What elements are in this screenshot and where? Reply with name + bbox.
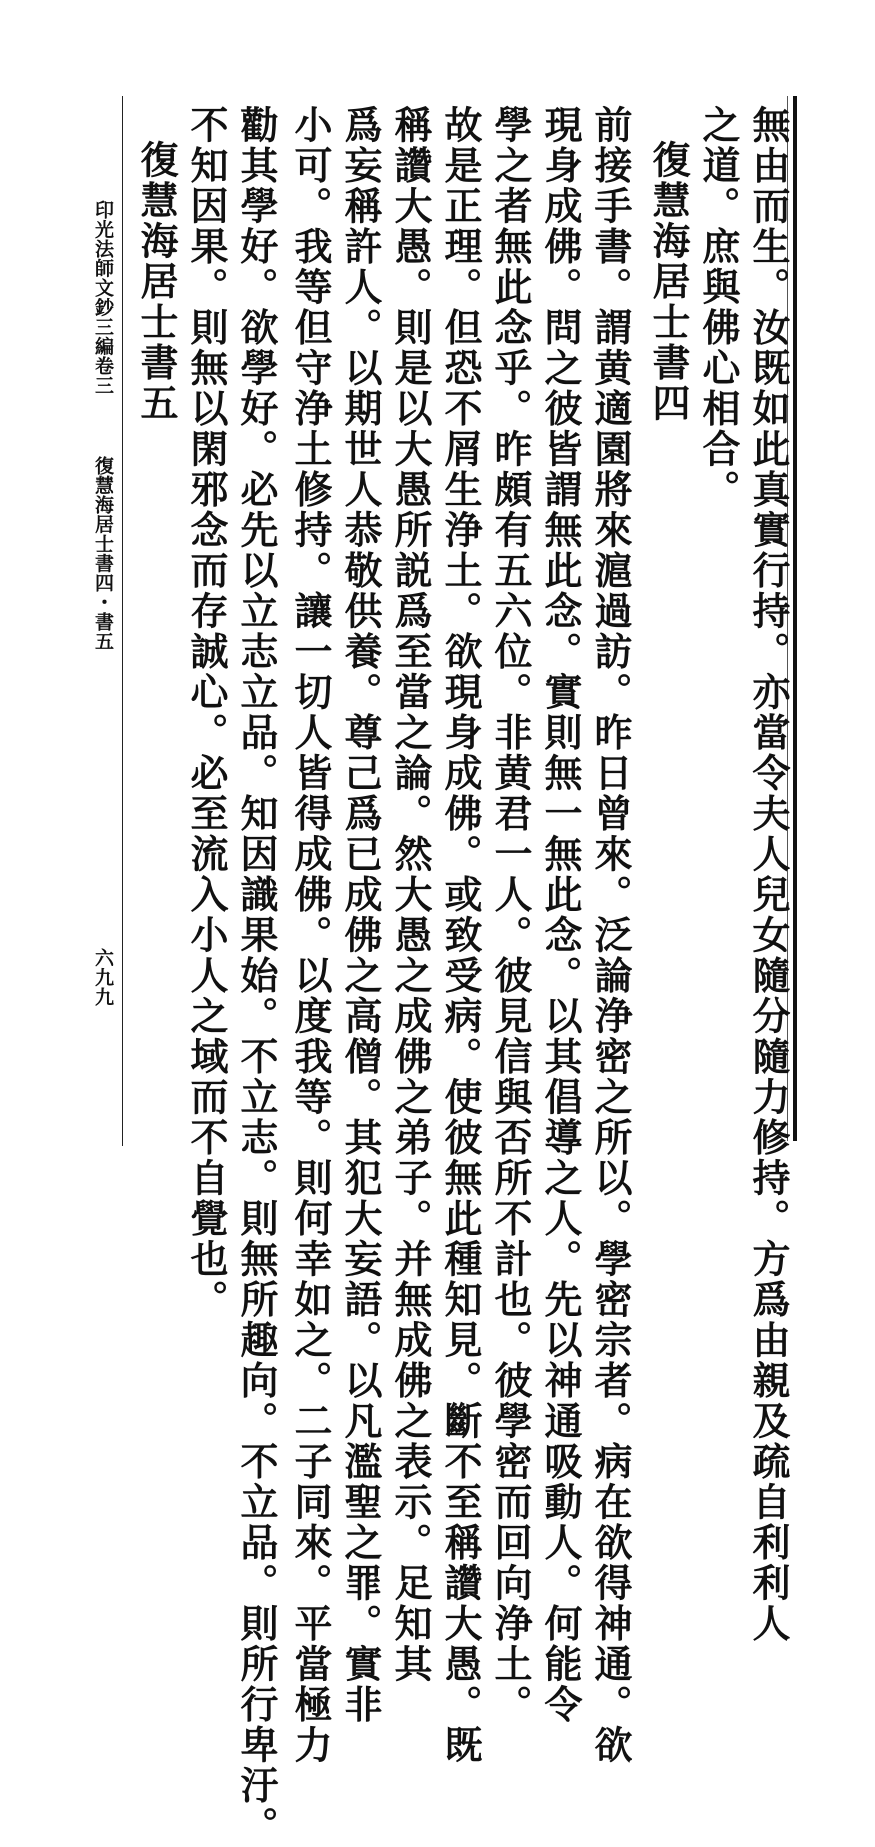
margin-section-title: 復慧海居士書四・書五 <box>92 456 114 651</box>
text-column-1: 無由而生。汝既如此真實行持。亦當令夫人兒女隨分隨力修持。方爲由親及疏自利利人 <box>746 105 791 1644</box>
margin-book-title: 印光法師文鈔三編卷三 <box>92 200 114 395</box>
text-column-9: 爲妄稱許人。以期世人恭敬供養。尊己爲已成佛之高僧。其犯大妄語。以凡濫聖之罪。實非 <box>338 105 383 1725</box>
text-column-12: 不知因果。則無以閑邪念而存誠心。必至流入小人之域而不自覺也。 <box>184 105 229 1320</box>
letter-title-4: 復慧海居士書四 <box>646 140 691 424</box>
left-margin-rule <box>122 96 123 1146</box>
right-border-rule <box>793 96 797 1141</box>
margin-page-number: 六九九 <box>92 948 114 1007</box>
text-column-10: 小可。我等但守浄土修持。讓一切人皆得成佛。以度我等。則何幸如之。二子同來。平當極力 <box>288 105 333 1766</box>
text-column-2: 之道。庶與佛心相合。 <box>696 105 741 510</box>
text-column-5: 現身成佛。問之彼皆謂無此念。實則無一無此念。以其倡導之人。先以神通吸動人。何能令 <box>538 105 583 1725</box>
text-column-11: 勸其學好。欲學好。必先以立志立品。知因識果始。不立志。則無所趣向。不立品。則所行卑汙。 <box>234 105 279 1847</box>
text-column-8: 稱讚大愚。則是以大愚所説爲至當之論。然大愚之成佛之弟子。并無成佛之表示。足知其 <box>388 105 433 1685</box>
text-column-4: 前接手書。謂黄適園將來滬過訪。昨日曾來。泛論浄密之所以。學密宗者。病在欲得神通。欲 <box>588 105 633 1766</box>
text-column-6: 學之者無此念乎。昨頗有五六位。非黄君一人。彼見信與否所不計也。彼學密而回向浄土。 <box>488 105 533 1725</box>
letter-title-5: 復慧海居士書五 <box>134 140 179 424</box>
text-column-7: 故是正理。但恐不屑生浄土。欲現身成佛。或致受病。使彼無此種知見。斷不至稱讚大愚。既 <box>438 105 483 1766</box>
